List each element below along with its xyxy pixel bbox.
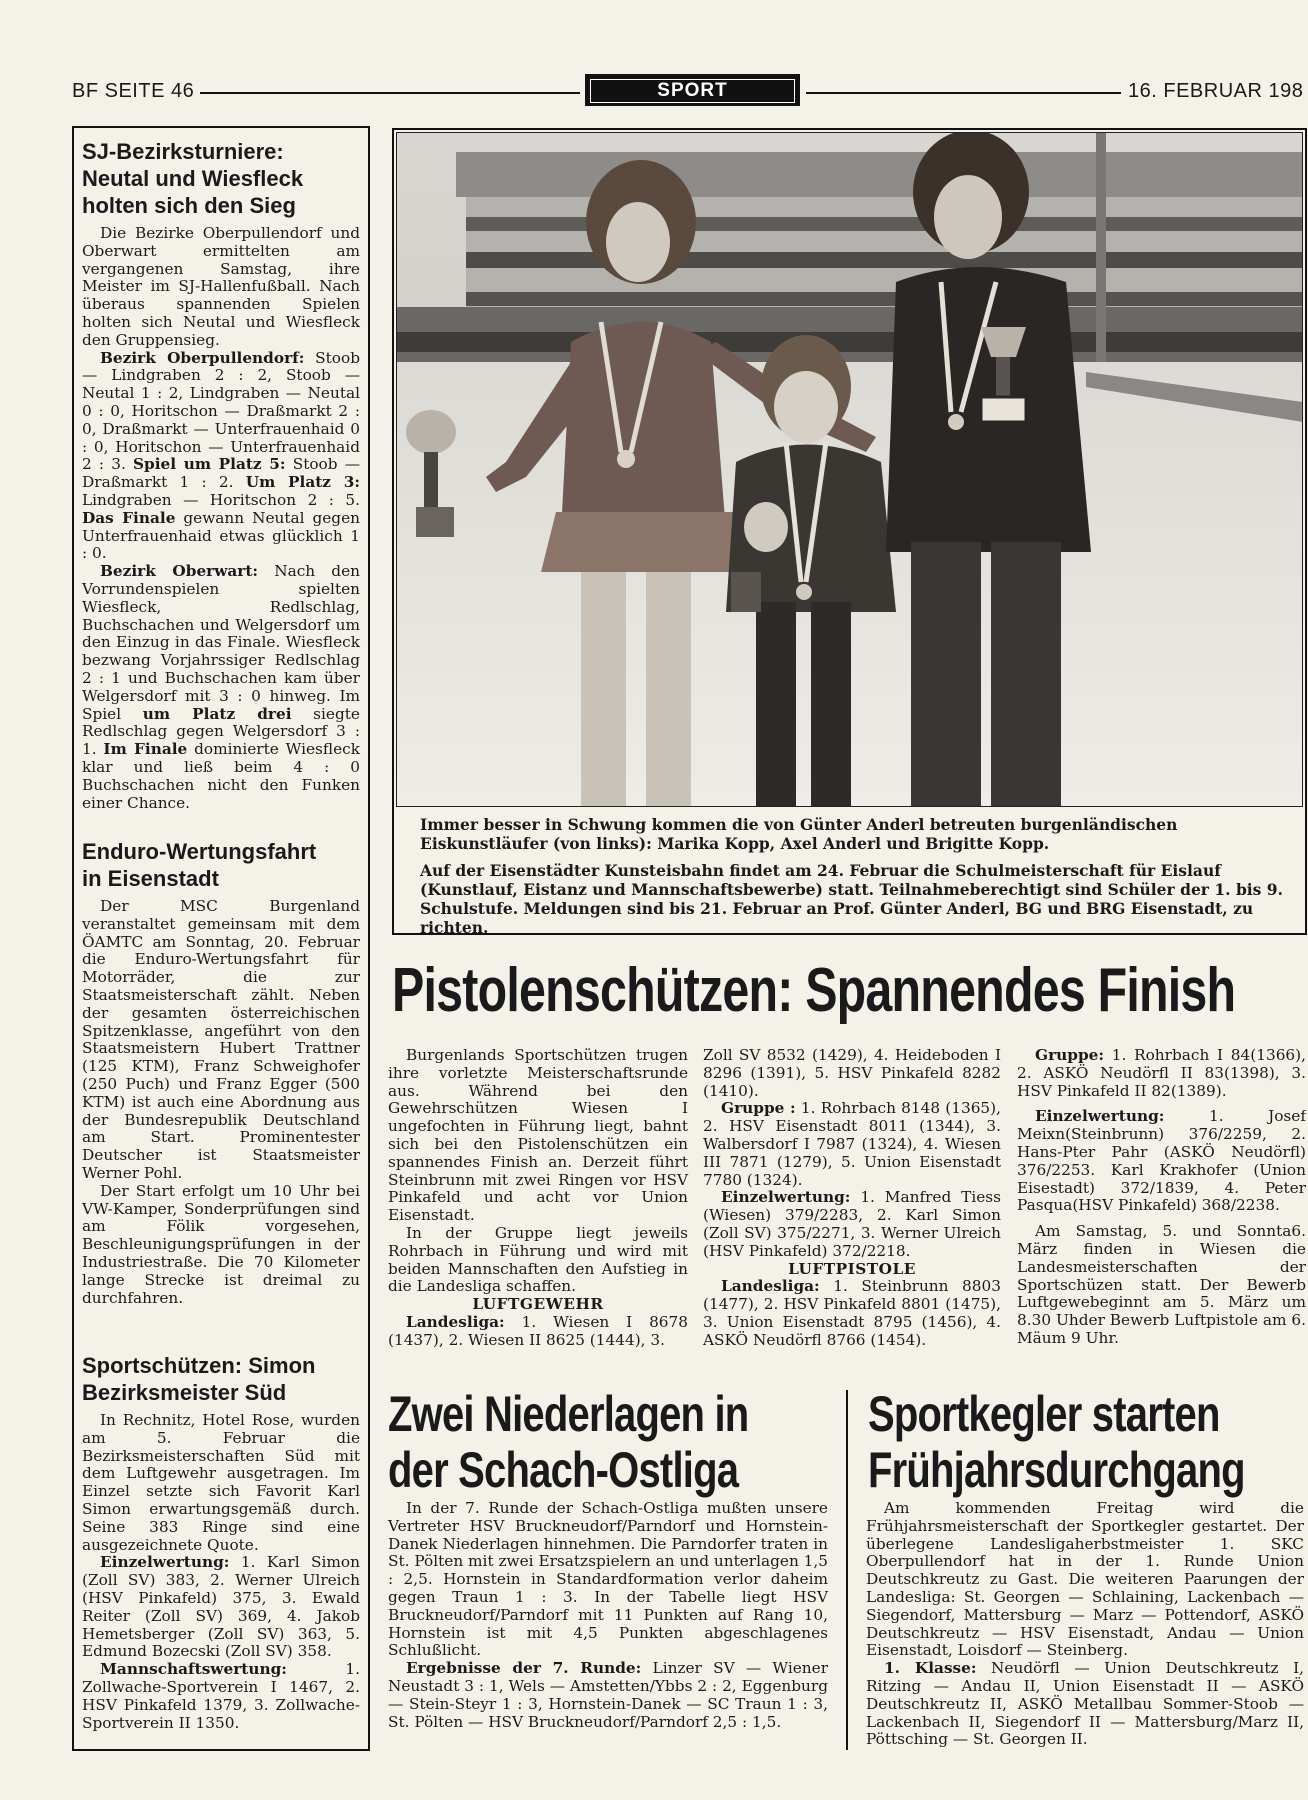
issue-date: 16. FEBRUAR 198 bbox=[1128, 80, 1304, 102]
headline-pistolenschuetzen: Pistolenschützen: Spannendes Finish bbox=[392, 956, 1236, 1025]
article-pistolen-col2: Zoll SV 8532 (1429), 4. Heideboden I 8296 (1391), 5. HSV Pinkafeld 8282 (1410). Gruppe : 1. Rohrbach 8148 (1365), 2. HSV Eisenstadt 8011 (1344), 3. Walbersdorf I 7987 (1324), 4. Wiesen III 7871 (1279), 5. Union Eisenstadt 7780 (1324). Einzelwertung: 1. Manfred Tiess (Wiesen) 379/2283, 2. Karl Simon (Zoll SV) 375/2271, 3. Werner Ulreich (HSV Pinkafeld) 372/2218. LUFTPISTOLE Landesliga: 1. Steinbrunn 8803 (1477), 2. HSV Pinkafeld 8801 (1475), 3. Union Eisenstadt 8795 (1456), 4. ASKÖ Neudörfl 8766 (1454). bbox=[703, 1046, 1001, 1349]
article-pistolen-col3: Gruppe: 1. Rohrbach I 84(1366), 2. ASKÖ Neudörfl II 83(1398), 3. HSV Pinkafeld II 82(1389). Einzelwertung: 1. Josef Meixn(Steinbrunn) 376/2259, 2. Hans-Pter Pahr (ASKÖ Neudörfl) 376/2253. Karl Krakhofer (Union Eisestadt) 372/1839, 4. Peter Pasqua(HSV Pinkafeld) 368/2238. Am Samstag, 5. und Sonnta6. März finden in Wiesen die Landesmeisterschaften der Sportschüzen statt. Der Bewerb Luftgewebeginnt am 5. März um 8.30 Uhder Bewerb Luftpistole am 6. Mäum 9 Uhr. bbox=[1017, 1047, 1306, 1347]
headline-kegler: Sportkegler starten Frühjahrsdurchgang bbox=[868, 1386, 1245, 1498]
article-enduro: Enduro-Wertungsfahrt in Eisenstadt Der MSC Burgenland veranstaltet gemeinsam mit dem ÖAMTC am Sonntag, 20. Februar die Enduro-Wertungsfahrt für Motorräder, die zur Staatsmeisterschaft zählt. Neben der gesamten österreichischen Spitzenklasse, angeführt von den Staatsmeistern Hubert Trattner (125 KTM), Franz Schweighofer (250 Puch) und Franz Egger (500 KTM) ist auch eine Abordnung aus der Bundesrepublik Deutschland am Start. Prominentester Deutscher ist Staatsmeister Werner Pohl. Der Start erfolgt um 10 Uhr bei VW-Kamper, Sonderprüfungen sind am Fölik vorgesehen, Beschleunigungsprüfungen in der Industriestraße. Die 70 Kilometer lange Strecke ist dreimal zu durchfahren. bbox=[82, 839, 360, 1307]
headline-schach: Zwei Niederlagen in der Schach-Ostliga bbox=[388, 1386, 749, 1498]
article-title: Enduro-Wertungsfahrt in Eisenstadt bbox=[82, 839, 317, 891]
article-title: SJ-Bezirksturniere: Neutal und Wiesfleck holten sich den Sieg bbox=[82, 139, 304, 218]
header-rule-right bbox=[806, 92, 1121, 94]
photo-caption: Immer besser in Schwung kommen die von Günter Anderl betreuten burgenländischen Eiskunstläufer (von links): Marika Kopp, Axel Anderl und Brigitte Kopp. Auf der Eisenstädter Kunsteisbahn findet am 24. Februar die Schulmeisterschaft für Eislauf (Kunstlauf, Eistanz und Mannschaftsbewerbe) statt. Teilnahmeberechtigt sind Schüler der 1. bis 9. Schulstufe. Meldungen sind bis 21. Februar an Prof. Günter Anderl, BG und BRG Eisenstadt, zu richten. bbox=[420, 815, 1283, 937]
article-schach: In der 7. Runde der Schach-Ostliga mußten unsere Vertreter HSV Bruckneudorf/Parndorf und Hornstein-Danek Niederlagen hinnehmen. Die Parndorfer traten in St. Pölten mit zwei Ersatzspielern an und unterlagen 1,5 : 2,5. Hornstein in Standardformation verlor daheim gegen Traun 1 : 3. In der Tabelle liegt HSV Bruckneudorf/Parndorf mit 11 Punkten auf Rang 10, Hornstein ist mit 4,5 Punkten abgeschlagenes Schlußlicht. Ergebnisse der 7. Runde: Linzer SV — Wiener Neustadt 3 : 1, Wels — Amstetten/Ybbs 2 : 2, Eggenburg — Stein-Steyr 1 : 3, Hornstein-Danek — SC Traun 1 : 3, St. Pölten — HSV Bruckneudorf/Parndorf 2,5 : 1,5. bbox=[388, 1499, 829, 1731]
article-pistolen-col1: Burgenlands Sportschützen trugen ihre vorletzte Meisterschaftsrunde aus. Während bei den Gewehrschützen Wiesen I ungefochten in Führung liegt, bahnt sich bei den Pistolenschützen ein spannendes Finish an. Derzeit führt Steinbrunn mit zwei Ringen vor HSV Pinkafeld und acht vor Union Eisenstadt. In der Gruppe liegt jeweils Rohrbach in Führung und wird mit beiden Mannschaften den Aufstieg in die Landesliga schaffen. LUFTGEWEHR Landesliga: 1. Wiesen I 8678 (1437), 2. Wiesen II 8625 (1444), 3. bbox=[388, 1046, 688, 1349]
article-sj-bezirksturniere: SJ-Bezirksturniere: Neutal und Wiesfleck holten sich den Sieg Die Bezirke Oberpullendorf und Oberwart ermittelten am vergangenen Samstag, ihre Meister im SJ-Hallenfußball. Nach überaus spannenden Spielen holten sich Neutal und Wiesfleck den Gruppensieg. Bezirk Oberpullendorf: Stoob — Lindgraben 2 : 2, Stoob — Neutal 1 : 2, Lindgraben — Neutal 0 : 0, Horitschon — Draßmarkt 2 : 0, Draßmarkt — Unterfrauenhaid 0 : 0, Horitschon — Unterfrauenhaid 2 : 3. Spiel um Platz 5: Stoob — Draßmarkt 1 : 2. Um Platz 3: Lindgraben — Horitschon 2 : 5. Das Finale gewann Neutal gegen Unterfrauenhaid etwas glücklich 1 : 0. Bezirk Oberwart: Nach den Vorrundenspielen spielten Wiesfleck, Redlschlag, Buchschachen und Welgersdorf um den Einzug in das Finale. Wiesfleck bezwang Vorjahrssiger Redlschlag 2 : 1 und Buchschachen kam über Welgersdorf mit 3 : 0 hinweg. Im Spiel um Platz drei siegte Redlschlag gegen Welgersdorf 3 : 1. Im Finale dominierte Wiesfleck klar und ließ beim 4 : 0 Buchschachen nicht den Funken einer Chance. bbox=[82, 139, 361, 812]
article-sportschuetzen-simon: Sportschützen: Simon Bezirksmeister Süd In Rechnitz, Hotel Rose, wurden am 5. Februar die Bezirksmeisterschaften Süd mit dem Luftgewehr ausgetragen. Im Einzel setzte sich Favorit Karl Simon erwartungsgemäß durch. Seine 383 Ringe sind eine ausgezeichnete Quote. Einzelwertung: 1. Karl Simon (Zoll SV) 383, 2. Werner Ulreich (HSV Pinkafeld) 375, 3. Ewald Reiter (Zoll SV) 369, 4. Jakob Hemetsberger (Zoll SV) 363, 5. Edmund Bozecski (Zoll SV) 358. Mannschaftswertung: 1. Zollwache-Sportverein I 1467, 2. HSV Pinkafeld 1379, 3. Zollwache-Sportverein II 1350. bbox=[82, 1353, 360, 1732]
photo-skaters bbox=[396, 132, 1303, 807]
article-kegler: Am kommenden Freitag wird die Frühjahrsmeisterschaft der Sportkegler gestartet. Der überlegene Landesligaherbstmeister 1. SKC Oberpullendorf hat in der 1. Runde Union Deutschkreutz zu Gast. Die weiteren Paarungen der Landesliga: St. Georgen — Schlaining, Lackenbach — Siegendorf, Mattersburg — Marz — Pottendorf, ASKÖ Deutschkreutz — HSV Eisenstadt, Andau — Union Eisenstadt, Loisdorf — Steinberg. 1. Klasse: Neudörfl — Union Deutschkreutz I, Ritzing — Andau II, Union Eisenstadt II — ASKÖ Deutschkreutz II, ASKÖ Metallbau Sommer-Stoob — Lackenbach II, Siegendorf II — Mattersburg/Marz II, Pöttsching — St. Georgen II. bbox=[866, 1499, 1304, 1749]
article-title: Sportschützen: Simon Bezirksmeister Süd bbox=[82, 1353, 316, 1405]
photo-box bbox=[392, 128, 1307, 935]
page-number: BF SEITE 46 bbox=[72, 80, 195, 102]
header-rule-left bbox=[200, 92, 580, 94]
section-label: SPORT bbox=[585, 74, 800, 106]
column-divider bbox=[846, 1390, 848, 1750]
